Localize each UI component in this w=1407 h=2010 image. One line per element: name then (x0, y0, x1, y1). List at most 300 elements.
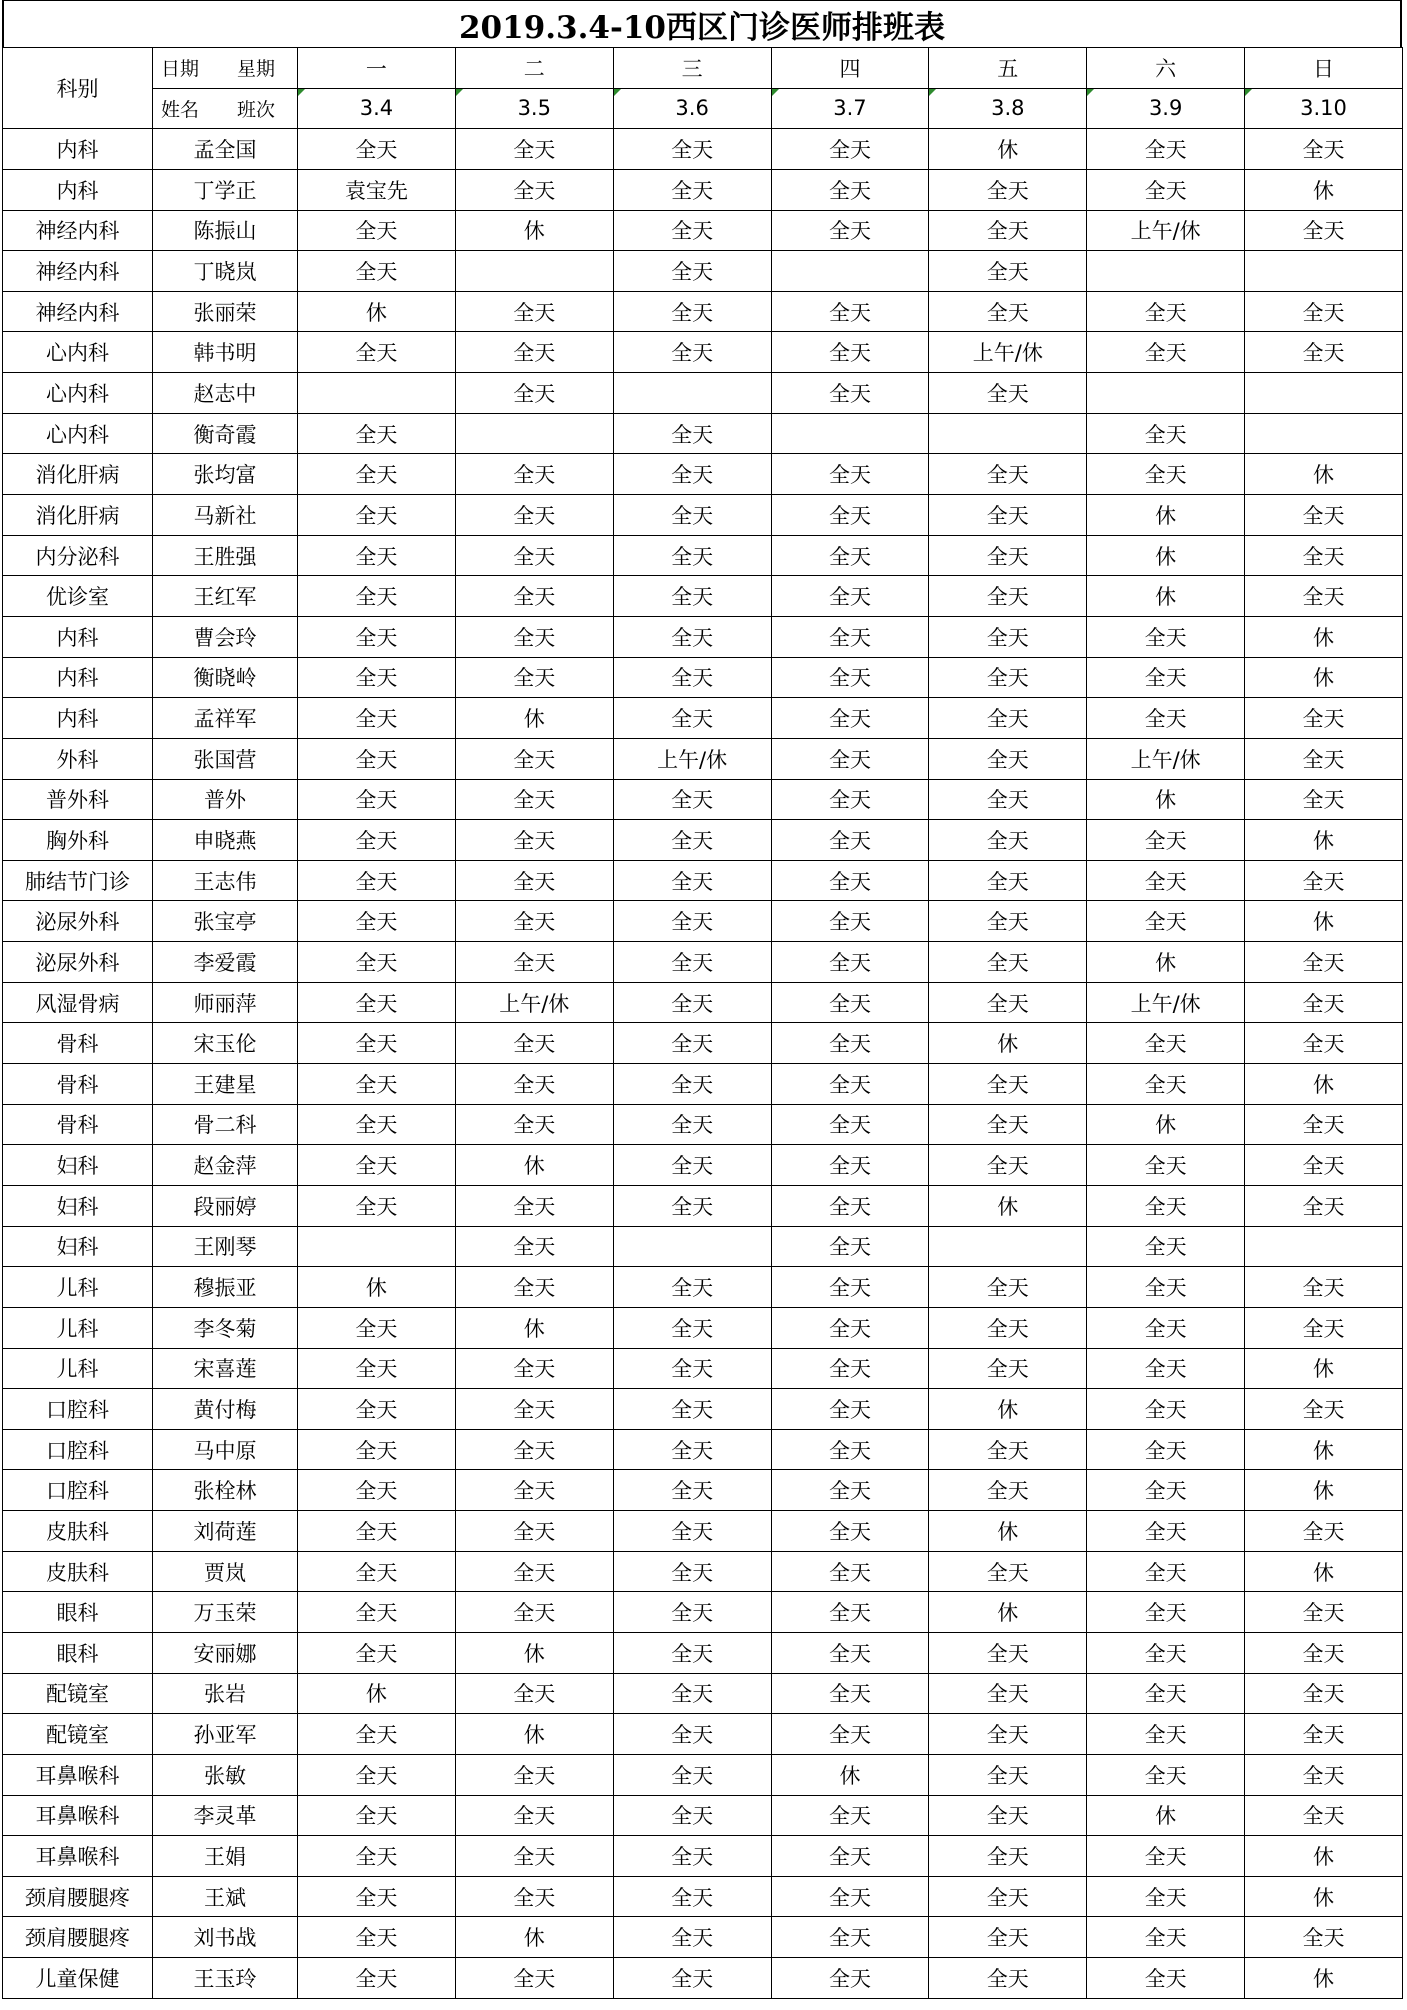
shift-cell: 全天 (771, 1632, 929, 1673)
shift-cell: 全天 (929, 1917, 1087, 1958)
shift-cell: 全天 (613, 942, 771, 983)
dept-cell: 儿科 (3, 1307, 153, 1348)
shift-cell: 全天 (929, 251, 1087, 292)
shift-cell: 休 (1245, 1876, 1403, 1917)
dept-cell: 心内科 (3, 332, 153, 373)
doctor-name-cell: 张敏 (153, 1754, 298, 1795)
cell-marker-icon (1087, 89, 1094, 96)
shift-cell: 全天 (613, 576, 771, 617)
shift-cell: 全天 (929, 1104, 1087, 1145)
shift-cell (771, 413, 929, 454)
shift-cell: 全天 (929, 535, 1087, 576)
shift-cell: 全天 (771, 1551, 929, 1592)
dept-cell: 口腔科 (3, 1429, 153, 1470)
shift-cell: 休 (929, 1023, 1087, 1064)
shift-cell: 休 (1245, 1836, 1403, 1877)
table-row (3, 576, 1403, 617)
doctor-name-cell: 黄付梅 (153, 1389, 298, 1430)
dept-cell: 儿科 (3, 1348, 153, 1389)
shift-cell: 全天 (613, 1795, 771, 1836)
shift-cell: 全天 (613, 210, 771, 251)
shift-cell: 全天 (1245, 1795, 1403, 1836)
shift-cell: 全天 (771, 738, 929, 779)
dept-cell: 口腔科 (3, 1470, 153, 1511)
shift-cell: 全天 (613, 1714, 771, 1755)
dept-cell: 儿科 (3, 1267, 153, 1308)
shift-cell: 全天 (1245, 1307, 1403, 1348)
shift-cell: 全天 (1245, 1023, 1403, 1064)
dept-cell: 肺结节门诊 (3, 860, 153, 901)
shift-cell: 全天 (613, 1064, 771, 1105)
dept-cell: 消化肝病 (3, 454, 153, 495)
table-row (3, 1958, 1403, 1999)
shift-cell: 全天 (613, 901, 771, 942)
shift-cell: 全天 (1087, 1145, 1245, 1186)
shift-cell: 全天 (298, 1836, 456, 1877)
weekday-cell: 日 (1245, 48, 1403, 89)
shift-cell: 全天 (298, 1958, 456, 1999)
name-label: 姓名 (161, 98, 200, 121)
shift-cell: 全天 (1087, 1754, 1245, 1795)
shift-cell: 全天 (929, 657, 1087, 698)
doctor-name-cell: 王玉玲 (153, 1958, 298, 1999)
table-row (3, 1592, 1403, 1633)
shift-cell: 全天 (298, 1592, 456, 1633)
shift-cell: 全天 (1087, 1511, 1245, 1552)
shift-cell: 全天 (771, 1226, 929, 1267)
doctor-name-cell: 普外 (153, 779, 298, 820)
shift-cell: 全天 (455, 942, 613, 983)
shift-cell: 全天 (455, 738, 613, 779)
shift-cell: 全天 (771, 1511, 929, 1552)
doctor-name-cell: 王志伟 (153, 860, 298, 901)
shift-cell: 全天 (771, 1389, 929, 1430)
date-cell (613, 88, 771, 129)
shift-cell: 全天 (455, 1185, 613, 1226)
shift-cell: 全天 (929, 982, 1087, 1023)
table-row (3, 982, 1403, 1023)
shift-cell: 全天 (929, 1470, 1087, 1511)
shift-cell: 全天 (455, 657, 613, 698)
doctor-name-cell: 马中原 (153, 1429, 298, 1470)
shift-cell (1245, 1226, 1403, 1267)
shift-cell: 全天 (613, 1673, 771, 1714)
table-row (3, 291, 1403, 332)
shift-cell: 全天 (613, 1836, 771, 1877)
shift-cell: 全天 (771, 332, 929, 373)
table-row (3, 860, 1403, 901)
shift-cell: 全天 (1087, 1389, 1245, 1430)
shift-cell: 全天 (771, 1958, 929, 1999)
shift-cell: 休 (1245, 1348, 1403, 1389)
weekday-label: 星期 (237, 58, 276, 81)
shift-cell: 全天 (298, 901, 456, 942)
table-row (3, 942, 1403, 983)
name-shift-header (153, 88, 298, 129)
weekday-cell: 一 (298, 48, 456, 89)
shift-cell: 全天 (1245, 576, 1403, 617)
table-row (3, 495, 1403, 536)
dept-cell: 风湿骨病 (3, 982, 153, 1023)
dept-cell: 内科 (3, 169, 153, 210)
shift-cell: 全天 (1087, 129, 1245, 170)
table-row (3, 454, 1403, 495)
dept-cell: 儿童保健 (3, 1958, 153, 1999)
shift-cell: 全天 (1087, 1307, 1245, 1348)
date-value: 3.9 (1148, 96, 1183, 121)
shift-cell: 全天 (298, 820, 456, 861)
shift-cell: 全天 (1245, 779, 1403, 820)
shift-cell: 全天 (1087, 1917, 1245, 1958)
shift-cell (1245, 251, 1403, 292)
shift-cell: 全天 (455, 495, 613, 536)
shift-cell: 全天 (929, 738, 1087, 779)
shift-cell: 全天 (1087, 1348, 1245, 1389)
doctor-name-cell: 王刚琴 (153, 1226, 298, 1267)
shift-cell: 全天 (1245, 1754, 1403, 1795)
date-value: 3.6 (675, 96, 709, 121)
shift-cell: 全天 (613, 1429, 771, 1470)
shift-cell: 全天 (929, 1673, 1087, 1714)
shift-cell: 全天 (613, 1592, 771, 1633)
shift-cell: 上午/休 (1087, 982, 1245, 1023)
dept-cell: 内科 (3, 129, 153, 170)
shift-cell: 全天 (613, 169, 771, 210)
shift-cell: 全天 (613, 1185, 771, 1226)
shift-cell: 全天 (298, 1064, 456, 1105)
doctor-name-cell: 韩书明 (153, 332, 298, 373)
page-title: 2019.3.4-10西区门诊医师排班表 (2, 0, 1402, 47)
dept-cell: 妇科 (3, 1226, 153, 1267)
table-row (3, 738, 1403, 779)
shift-cell: 全天 (771, 1836, 929, 1877)
shift-cell: 全天 (771, 1145, 929, 1186)
shift-cell: 休 (1087, 1104, 1245, 1145)
doctor-name-cell: 丁学正 (153, 169, 298, 210)
shift-cell: 上午/休 (1087, 210, 1245, 251)
shift-cell: 全天 (455, 1348, 613, 1389)
cell-marker-icon (772, 89, 779, 96)
shift-cell: 全天 (1087, 291, 1245, 332)
shift-cell: 全天 (298, 535, 456, 576)
shift-cell: 休 (1245, 657, 1403, 698)
shift-cell: 休 (1087, 495, 1245, 536)
shift-cell: 全天 (613, 1632, 771, 1673)
doctor-name-cell: 王建星 (153, 1064, 298, 1105)
weekday-cell: 二 (455, 48, 613, 89)
shift-cell: 全天 (613, 495, 771, 536)
shift-cell: 全天 (771, 169, 929, 210)
shift-cell (929, 413, 1087, 454)
shift-cell: 全天 (929, 942, 1087, 983)
shift-cell: 全天 (613, 1104, 771, 1145)
cell-marker-icon (1245, 89, 1252, 96)
shift-cell: 全天 (1087, 860, 1245, 901)
shift-cell: 全天 (613, 1348, 771, 1389)
shift-cell: 全天 (298, 1876, 456, 1917)
shift-cell: 全天 (1087, 332, 1245, 373)
shift-cell: 全天 (1087, 616, 1245, 657)
shift-cell: 全天 (298, 1429, 456, 1470)
doctor-name-cell: 王娟 (153, 1836, 298, 1877)
dept-cell: 泌尿外科 (3, 901, 153, 942)
dept-cell: 耳鼻喉科 (3, 1836, 153, 1877)
table-row (3, 616, 1403, 657)
shift-cell: 休 (1245, 454, 1403, 495)
table-row (3, 1754, 1403, 1795)
table-row (3, 169, 1403, 210)
shift-cell: 全天 (298, 454, 456, 495)
shift-cell: 全天 (298, 129, 456, 170)
shift-cell: 全天 (929, 1632, 1087, 1673)
table-row (3, 1145, 1403, 1186)
shift-cell: 休 (929, 1511, 1087, 1552)
shift-cell: 全天 (613, 413, 771, 454)
shift-cell: 全天 (298, 1023, 456, 1064)
shift-cell: 全天 (613, 982, 771, 1023)
shift-cell: 全天 (1245, 942, 1403, 983)
shift-cell: 全天 (1245, 1917, 1403, 1958)
shift-cell: 全天 (1087, 820, 1245, 861)
table-row (3, 1185, 1403, 1226)
doctor-name-cell: 安丽娜 (153, 1632, 298, 1673)
shift-cell: 休 (771, 1754, 929, 1795)
doctor-name-cell: 马新社 (153, 495, 298, 536)
date-cell (1245, 88, 1403, 129)
shift-cell: 全天 (929, 291, 1087, 332)
shift-cell: 全天 (1245, 1104, 1403, 1145)
shift-cell: 全天 (771, 1714, 929, 1755)
shift-cell: 全天 (929, 1307, 1087, 1348)
shift-cell: 休 (1087, 576, 1245, 617)
shift-cell: 全天 (613, 291, 771, 332)
doctor-name-cell: 衡晓岭 (153, 657, 298, 698)
shift-cell: 全天 (1245, 210, 1403, 251)
shift-cell: 全天 (455, 901, 613, 942)
header-row-weekdays (3, 48, 1403, 89)
weekday-cell: 四 (771, 48, 929, 89)
dept-cell: 神经内科 (3, 210, 153, 251)
shift-cell: 休 (1087, 535, 1245, 576)
table-row (3, 1673, 1403, 1714)
shift-cell: 全天 (1087, 1592, 1245, 1633)
shift-cell: 全天 (771, 535, 929, 576)
shift-cell: 休 (1245, 820, 1403, 861)
shift-cell: 全天 (613, 1023, 771, 1064)
doctor-name-cell: 张均富 (153, 454, 298, 495)
shift-cell: 全天 (298, 982, 456, 1023)
shift-cell: 全天 (455, 1673, 613, 1714)
doctor-name-cell: 王斌 (153, 1876, 298, 1917)
table-row (3, 1389, 1403, 1430)
shift-cell: 全天 (771, 942, 929, 983)
shift-cell: 全天 (455, 779, 613, 820)
shift-cell: 全天 (771, 1267, 929, 1308)
shift-cell: 休 (929, 1592, 1087, 1633)
shift-cell: 休 (1245, 1064, 1403, 1105)
shift-cell: 全天 (455, 454, 613, 495)
cell-marker-icon (456, 89, 463, 96)
dept-cell: 神经内科 (3, 251, 153, 292)
shift-cell: 全天 (771, 373, 929, 414)
shift-cell: 全天 (1087, 1714, 1245, 1755)
dept-cell: 内分泌科 (3, 535, 153, 576)
shift-cell: 全天 (298, 1389, 456, 1430)
doctor-name-cell: 张丽荣 (153, 291, 298, 332)
table-row (3, 1714, 1403, 1755)
shift-cell: 全天 (1245, 535, 1403, 576)
schedule-body (3, 48, 1403, 1999)
dept-cell: 颈肩腰腿疼 (3, 1876, 153, 1917)
shift-cell: 全天 (298, 576, 456, 617)
shift-cell: 全天 (771, 860, 929, 901)
shift-cell: 全天 (1245, 291, 1403, 332)
shift-cell: 全天 (929, 1836, 1087, 1877)
shift-cell: 全天 (1087, 1023, 1245, 1064)
shift-cell: 全天 (613, 1307, 771, 1348)
shift-cell: 全天 (298, 1714, 456, 1755)
shift-cell: 全天 (929, 1267, 1087, 1308)
shift-cell: 全天 (929, 1348, 1087, 1389)
shift-cell: 全天 (771, 1348, 929, 1389)
shift-cell: 全天 (613, 820, 771, 861)
shift-cell: 全天 (929, 454, 1087, 495)
dept-cell: 眼科 (3, 1632, 153, 1673)
shift-cell: 全天 (455, 616, 613, 657)
shift-cell: 全天 (1245, 982, 1403, 1023)
table-row (3, 1917, 1403, 1958)
shift-cell: 全天 (929, 1754, 1087, 1795)
shift-cell: 全天 (613, 1389, 771, 1430)
shift-cell: 全天 (929, 860, 1087, 901)
doctor-name-cell: 衡奇霞 (153, 413, 298, 454)
shift-cell: 全天 (929, 1551, 1087, 1592)
shift-cell: 休 (929, 1185, 1087, 1226)
shift-cell: 全天 (929, 1795, 1087, 1836)
shift-cell: 休 (298, 291, 456, 332)
shift-cell: 全天 (1087, 1673, 1245, 1714)
shift-cell: 全天 (613, 251, 771, 292)
dept-cell: 内科 (3, 616, 153, 657)
shift-cell: 休 (1087, 779, 1245, 820)
shift-cell: 全天 (1087, 1876, 1245, 1917)
schedule-sheet (2, 0, 1402, 1999)
shift-cell: 全天 (613, 860, 771, 901)
shift-cell: 全天 (613, 535, 771, 576)
table-row (3, 535, 1403, 576)
shift-cell: 全天 (771, 616, 929, 657)
table-row (3, 779, 1403, 820)
shift-cell: 全天 (455, 1958, 613, 1999)
shift-cell: 休 (298, 1673, 456, 1714)
shift-cell: 全天 (298, 495, 456, 536)
shift-cell: 全天 (771, 982, 929, 1023)
doctor-name-cell: 段丽婷 (153, 1185, 298, 1226)
weekday-cell: 五 (929, 48, 1087, 89)
shift-cell: 全天 (771, 1064, 929, 1105)
doctor-name-cell: 孟祥军 (153, 698, 298, 739)
doctor-name-cell: 张岩 (153, 1673, 298, 1714)
shift-cell: 全天 (929, 1145, 1087, 1186)
shift-cell: 全天 (1245, 1673, 1403, 1714)
shift-cell: 全天 (929, 576, 1087, 617)
shift-cell: 全天 (455, 1470, 613, 1511)
doctor-name-cell: 李爱霞 (153, 942, 298, 983)
shift-cell (771, 251, 929, 292)
dept-cell: 皮肤科 (3, 1511, 153, 1552)
shift-cell: 全天 (1245, 332, 1403, 373)
header-row-dates (3, 88, 1403, 129)
doctor-name-cell: 丁晓岚 (153, 251, 298, 292)
shift-cell: 全天 (298, 1511, 456, 1552)
shift-cell: 全天 (929, 698, 1087, 739)
table-row (3, 210, 1403, 251)
dept-cell: 皮肤科 (3, 1551, 153, 1592)
shift-cell: 全天 (455, 1754, 613, 1795)
dept-cell: 妇科 (3, 1185, 153, 1226)
shift-cell (613, 1226, 771, 1267)
shift-cell: 全天 (771, 576, 929, 617)
shift-cell: 全天 (1087, 901, 1245, 942)
shift-cell: 休 (1087, 1795, 1245, 1836)
shift-cell: 全天 (298, 779, 456, 820)
shift-cell (613, 373, 771, 414)
dept-cell: 眼科 (3, 1592, 153, 1633)
doctor-name-cell: 刘荷莲 (153, 1511, 298, 1552)
shift-cell: 全天 (771, 901, 929, 942)
dept-cell: 骨科 (3, 1023, 153, 1064)
shift-cell: 全天 (613, 616, 771, 657)
shift-cell: 全天 (1087, 698, 1245, 739)
dept-cell: 配镜室 (3, 1673, 153, 1714)
shift-cell: 全天 (771, 1429, 929, 1470)
shift-cell: 休 (1245, 1958, 1403, 1999)
shift-cell: 全天 (929, 901, 1087, 942)
table-row (3, 1470, 1403, 1511)
shift-cell: 全天 (1087, 454, 1245, 495)
shift-cell: 全天 (298, 657, 456, 698)
shift-cell: 上午/休 (1087, 738, 1245, 779)
doctor-name-cell: 宋喜莲 (153, 1348, 298, 1389)
shift-label: 班次 (237, 98, 276, 121)
shift-cell: 全天 (1087, 1632, 1245, 1673)
shift-cell: 全天 (771, 1185, 929, 1226)
shift-cell (298, 373, 456, 414)
shift-cell: 全天 (1087, 169, 1245, 210)
shift-cell: 全天 (298, 942, 456, 983)
dept-cell: 胸外科 (3, 820, 153, 861)
shift-cell: 全天 (455, 169, 613, 210)
shift-cell: 全天 (771, 1917, 929, 1958)
dept-header: 科别 (3, 48, 153, 129)
dept-cell: 优诊室 (3, 576, 153, 617)
shift-cell: 全天 (613, 1267, 771, 1308)
shift-cell: 全天 (771, 1307, 929, 1348)
shift-cell: 全天 (455, 1267, 613, 1308)
doctor-name-cell: 赵金萍 (153, 1145, 298, 1186)
date-value: 3.10 (1300, 96, 1347, 121)
shift-cell: 全天 (613, 1958, 771, 1999)
cell-marker-icon (614, 89, 621, 96)
shift-cell: 全天 (455, 332, 613, 373)
shift-cell: 上午/休 (929, 332, 1087, 373)
shift-cell: 全天 (298, 616, 456, 657)
dept-cell: 神经内科 (3, 291, 153, 332)
shift-cell: 全天 (613, 1145, 771, 1186)
shift-cell: 休 (929, 129, 1087, 170)
shift-cell: 全天 (929, 373, 1087, 414)
doctor-name-cell: 申晓燕 (153, 820, 298, 861)
